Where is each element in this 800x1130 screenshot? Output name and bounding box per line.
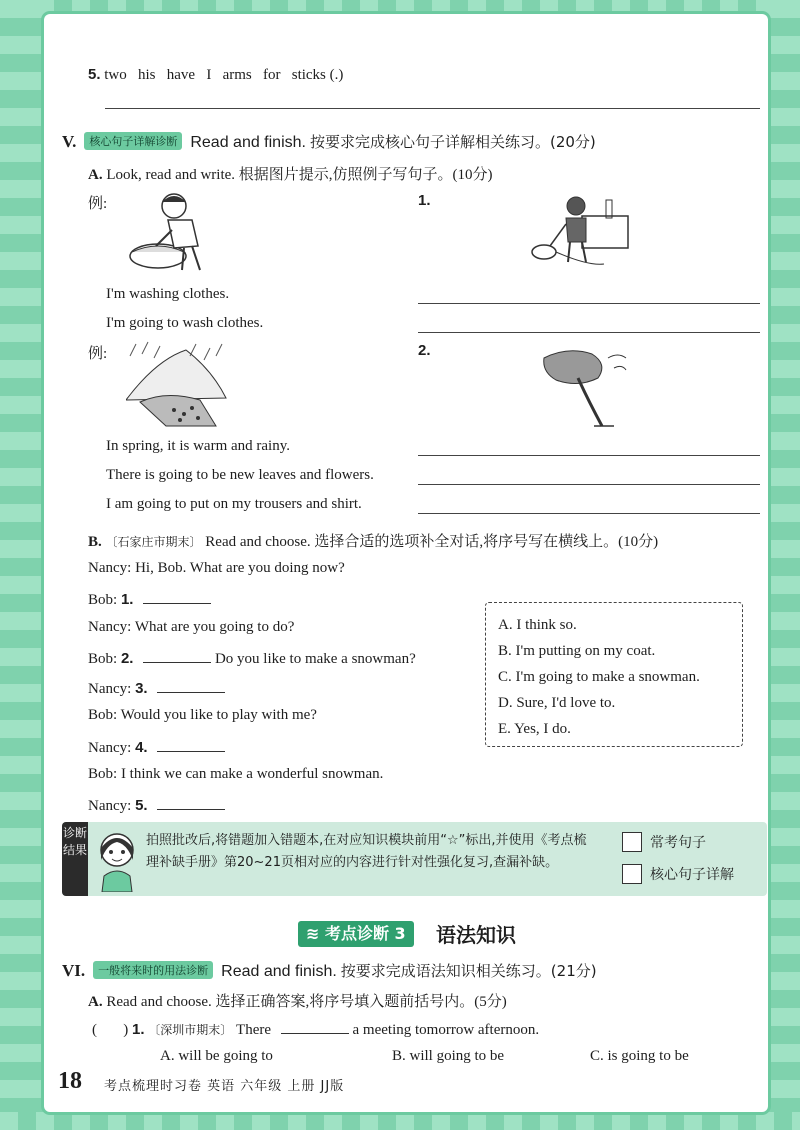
dialog-line [88, 766, 383, 783]
example-label-1: 例: [88, 196, 108, 212]
dialog-line [88, 795, 225, 815]
section-title: 语法知识 [436, 923, 516, 947]
speaker: Bob: [88, 766, 118, 782]
answer-blank[interactable] [143, 589, 211, 604]
answer-blank[interactable] [143, 648, 211, 663]
section-tag: 一般将来时的用法诊断 [93, 961, 213, 979]
part-label: A. [88, 994, 103, 1010]
dialog-line [88, 737, 225, 757]
answer-blank[interactable] [157, 795, 225, 810]
option-b: B. I'm putting on my coat. [498, 643, 656, 659]
section-title-en: Read and finish. [190, 134, 306, 151]
dialog-line [88, 560, 345, 577]
source-tag: 〔石家庄市期末〕 [105, 535, 202, 549]
part-text: Look, read and write. 根据图片提示,仿照例子写句子。(10分) [106, 167, 493, 183]
question-text: a meeting tomorrow afternoon. [352, 1022, 540, 1038]
diagnosis-label: 诊断结果 [62, 822, 88, 896]
source-tag: 〔深圳市期末〕 [148, 1023, 233, 1037]
question-words: two his have I arms for sticks (.) [104, 67, 344, 83]
example-sentence: I am going to put on my trousers and shirt. [106, 496, 362, 512]
question-text: There [236, 1022, 272, 1038]
part-label: A. [88, 167, 103, 183]
question-1 [92, 1019, 539, 1039]
part-vi-a-instruction [88, 990, 507, 1011]
page-border-top [0, 0, 800, 14]
section-number: V. [62, 132, 77, 151]
checkbox-core-sentences[interactable] [622, 864, 642, 884]
question-number: 5. [88, 66, 101, 83]
blank-number: 2. [120, 650, 134, 667]
dialog-line [88, 678, 225, 698]
example-sentence: I'm going to wash clothes. [106, 315, 264, 331]
page-border-left [0, 0, 44, 1130]
example-sentence: There is going to be new leaves and flowers. [106, 467, 374, 483]
part-text: Read and choose. 选择合适的选项补全对话,将序号写在横线上。(10分) [205, 534, 659, 550]
diagnosis-text: 拍照批改后,将错题加入错题本,在对应知识模块前用“☆”标出,并使用《考点梳理补缺手册》第20~21页相对应的内容进行针对性强化复习,查漏补缺。 [146, 833, 587, 870]
section-banner: ≋ 考点诊断 3 [298, 921, 414, 947]
speaker: Nancy: [88, 560, 132, 576]
option-b: B. will going to be [392, 1048, 505, 1064]
option-a: A. will be going to [160, 1048, 273, 1064]
question-5 [88, 66, 343, 84]
example-sentence: I'm washing clothes. [106, 286, 230, 302]
checkbox-label: 常考句子 [650, 835, 706, 851]
section-v-heading [62, 131, 596, 152]
answer-blank[interactable] [281, 1019, 349, 1034]
example-sentence: In spring, it is warm and rainy. [106, 438, 290, 454]
answer-blank[interactable] [157, 678, 225, 693]
speaker: Nancy: [88, 619, 132, 635]
dialog-text: Do you like to make a snowman? [214, 651, 416, 667]
dialog-line [88, 619, 294, 636]
section-title-en: Read and finish. [221, 963, 337, 980]
section-number: VI. [62, 961, 86, 980]
option-c: C. I'm going to make a snowman. [498, 669, 700, 685]
boy-vacuuming-illustration [528, 190, 634, 270]
blank-number: 4. [135, 739, 148, 756]
answer-line-1b[interactable] [418, 332, 760, 333]
dialog-text: I think we can make a wonderful snowman. [120, 766, 384, 782]
blank-number: 1. [120, 591, 134, 608]
dialog-line [88, 648, 416, 668]
boy-washing-clothes-illustration [128, 190, 210, 276]
answer-line-q5[interactable] [105, 108, 760, 109]
options-box [485, 602, 743, 747]
answer-blank[interactable] [157, 737, 225, 752]
option-e: E. Yes, I do. [498, 721, 571, 737]
speaker: Nancy: [88, 798, 132, 814]
option-d: D. Sure, I'd love to. [498, 695, 616, 711]
section-tag: 核心句子详解诊断 [84, 132, 182, 150]
part-a-instruction [88, 163, 493, 184]
answer-line-2a[interactable] [418, 455, 760, 456]
part-b-instruction [88, 530, 658, 551]
dialog-line [88, 589, 211, 609]
answer-line-2c[interactable] [418, 513, 760, 514]
speaker: Bob: [88, 592, 118, 608]
girl-avatar-icon [94, 828, 140, 892]
blank-number: 3. [135, 680, 148, 697]
answer-parentheses[interactable]: ( ) [92, 1022, 129, 1038]
question-number: 1. [132, 1021, 145, 1038]
diagnosis-panel [62, 822, 767, 896]
part-label: B. [88, 534, 102, 550]
option-c: C. is going to be [590, 1048, 689, 1064]
windy-tree-illustration [538, 344, 630, 432]
footer-text: 考点梳理时习卷 英语 六年级 上册 JJ版 [104, 1079, 345, 1094]
speaker: Nancy: [88, 681, 132, 697]
section-title-cn: 按要求完成核心句子详解相关练习。(20分) [309, 133, 596, 151]
dialog-text: What are you going to do? [134, 619, 295, 635]
speaker: Bob: [88, 651, 118, 667]
item-number-2: 2. [418, 342, 431, 359]
spring-rain-illustration [126, 340, 234, 430]
section-vi-heading [62, 960, 597, 981]
page-border-right [768, 0, 800, 1130]
page-border-bottom [0, 1112, 800, 1130]
answer-line-2b[interactable] [418, 484, 760, 485]
option-a: A. I think so. [498, 617, 577, 633]
speaker: Bob: [88, 707, 118, 723]
checkbox-common-sentences[interactable] [622, 832, 642, 852]
item-number-1: 1. [418, 192, 431, 209]
example-label-2: 例: [88, 346, 108, 362]
answer-line-1a[interactable] [418, 303, 760, 304]
part-text: Read and choose. 选择正确答案,将序号填入题前括号内。(5分) [106, 994, 507, 1010]
dialog-text: Hi, Bob. What are you doing now? [135, 560, 345, 576]
dialog-text: Would you like to play with me? [120, 707, 317, 723]
section-title-cn: 按要求完成语法知识相关练习。(21分) [340, 962, 597, 980]
speaker: Nancy: [88, 740, 132, 756]
blank-number: 5. [135, 797, 148, 814]
dialog-line [88, 707, 317, 724]
checkbox-label: 核心句子详解 [650, 867, 734, 883]
page-number: 18 [58, 1068, 82, 1094]
